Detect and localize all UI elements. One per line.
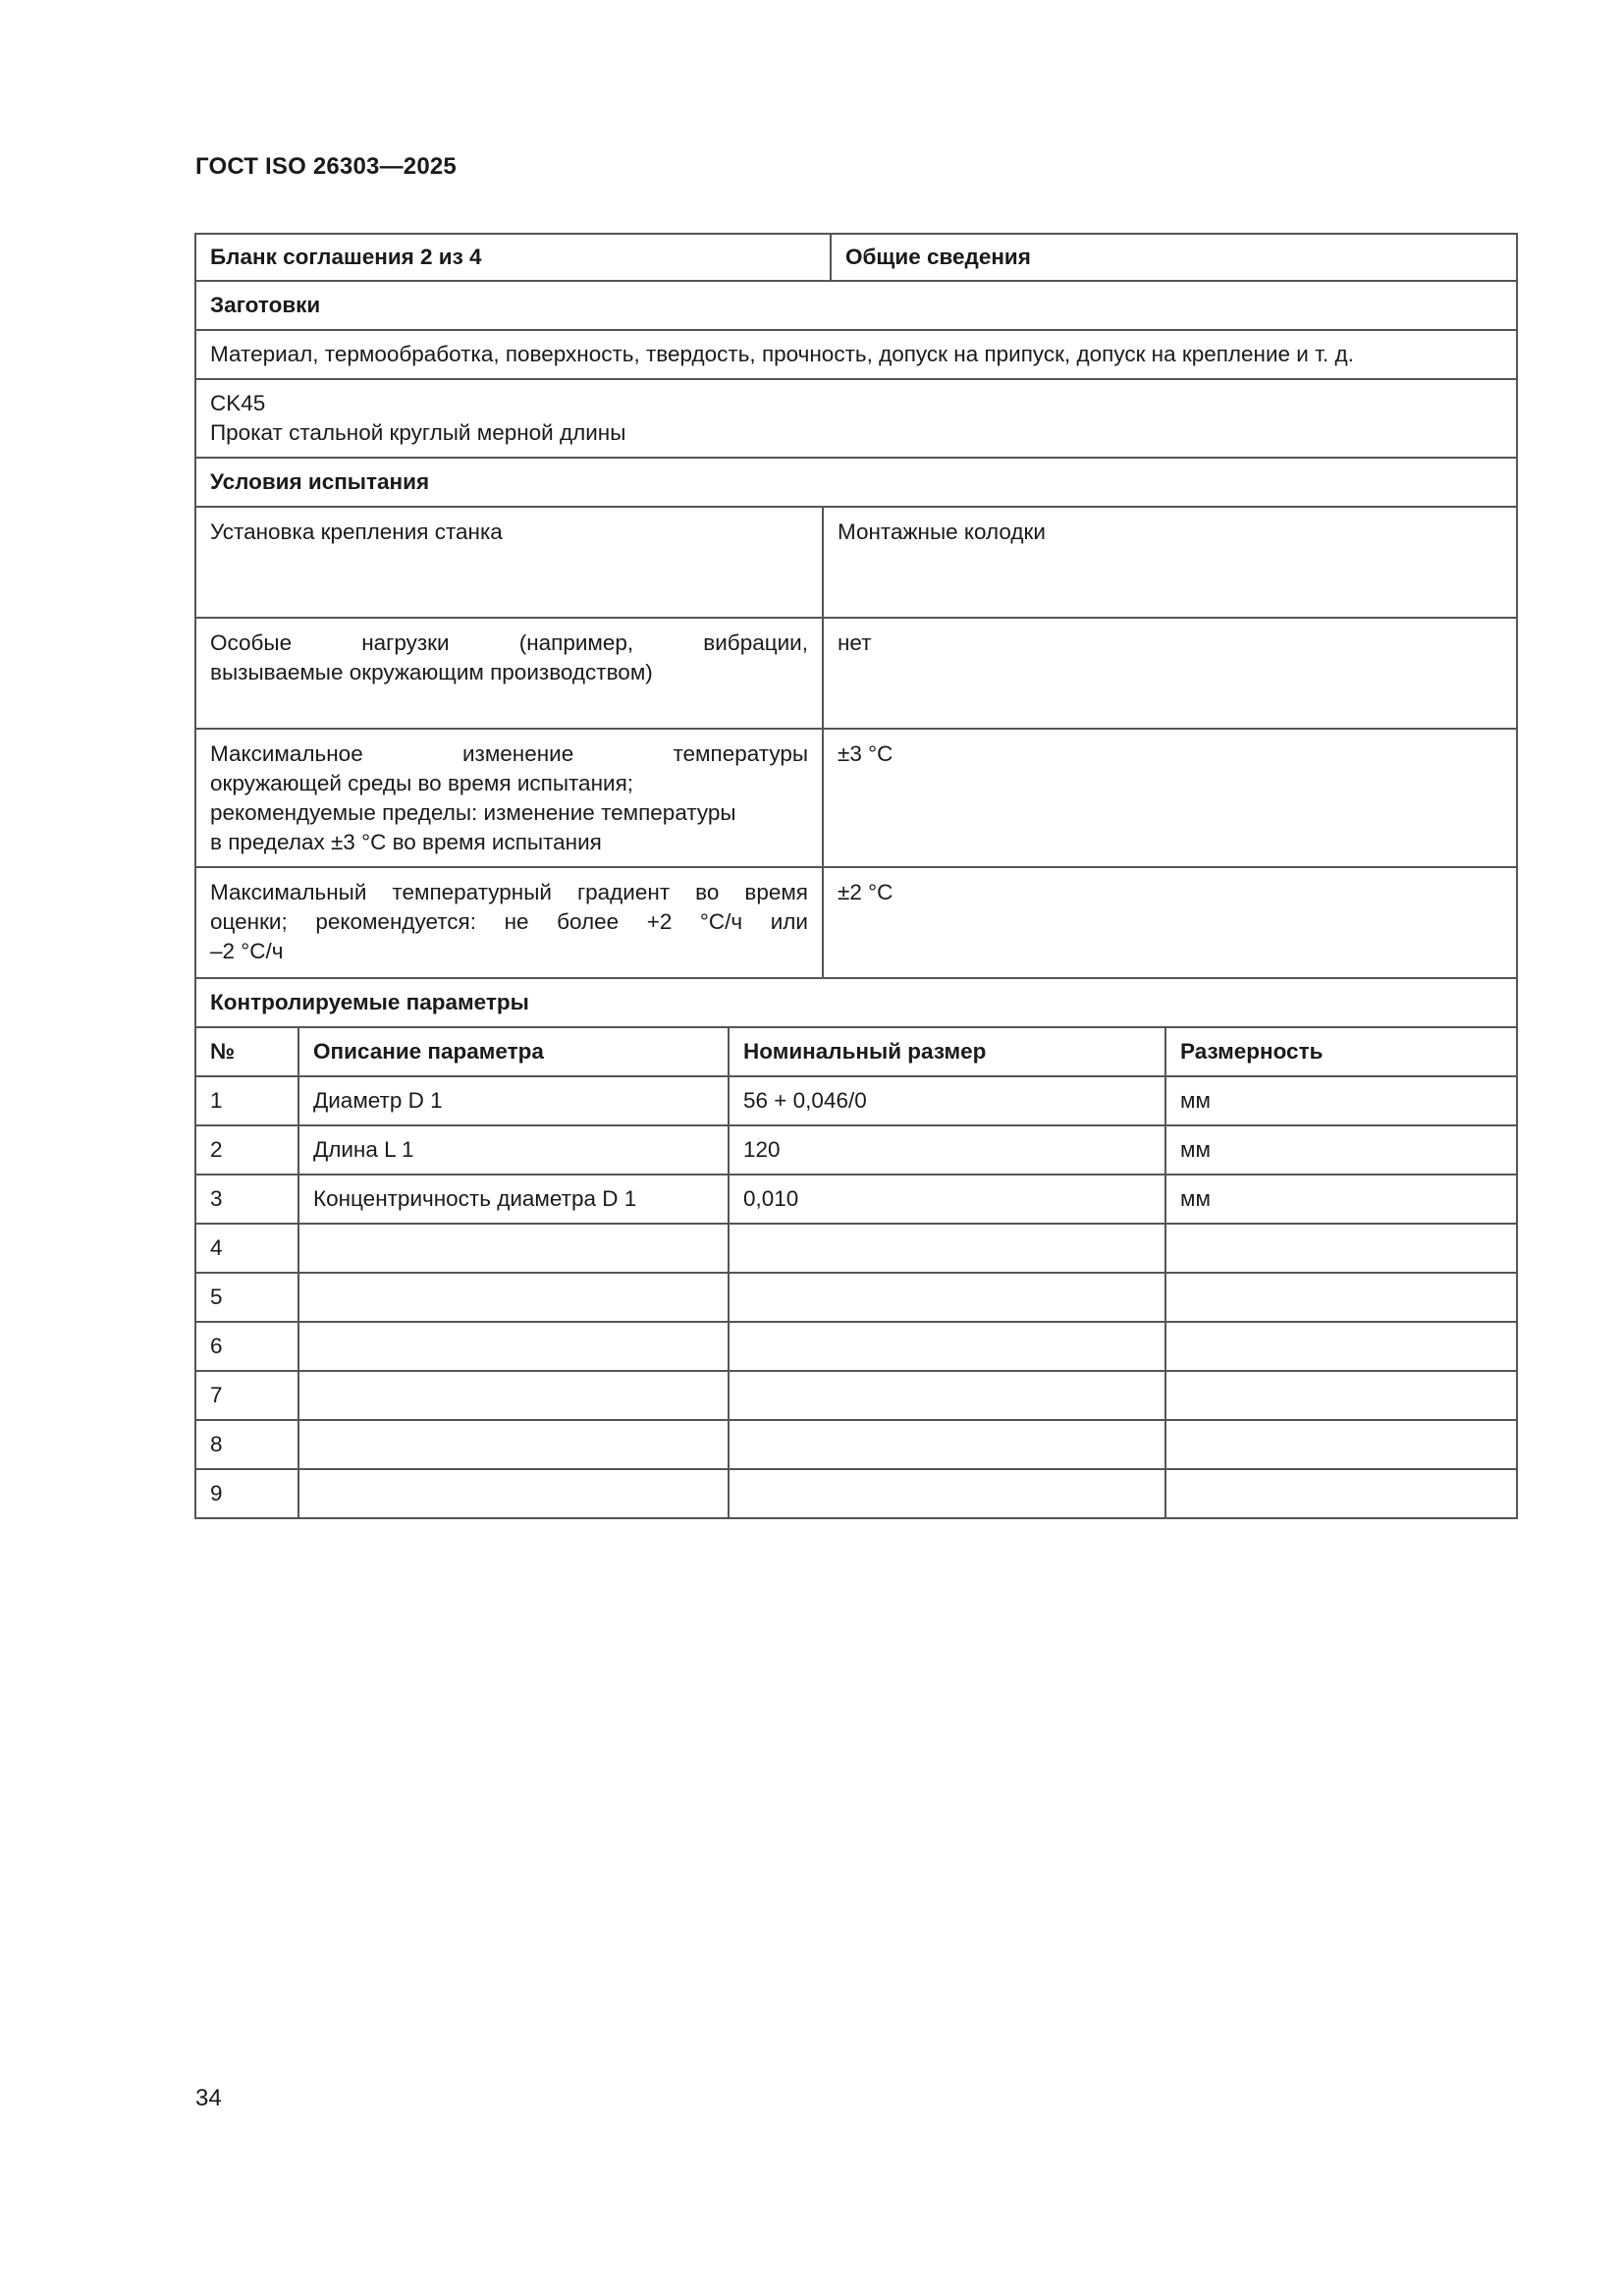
condition-label-line: оценки; рекомендуется: не более +2 °C/ч или (210, 909, 808, 934)
table-row (194, 1225, 1518, 1274)
param-number: 8 (210, 1432, 223, 1456)
table-row (194, 1421, 1518, 1470)
parameters-rows (194, 1077, 1518, 1519)
agreement-form-table (194, 233, 1518, 1519)
param-number: 2 (210, 1137, 223, 1162)
param-description (298, 1274, 728, 1321)
condition-row (194, 508, 1518, 619)
workpieces-heading-row (194, 282, 1518, 331)
form-title-left: Бланк соглашения 2 из 4 (210, 245, 482, 269)
param-description (298, 1372, 728, 1419)
param-nominal (728, 1225, 1164, 1272)
param-number: 4 (210, 1235, 223, 1260)
param-nominal: 120 (728, 1126, 1164, 1174)
param-nominal: 56 + 0,046/0 (728, 1077, 1164, 1124)
param-unit: мм (1164, 1077, 1516, 1124)
workpieces-value-row (194, 380, 1518, 459)
param-nominal (728, 1470, 1164, 1517)
param-description: Концентричность диаметра D 1 (298, 1175, 728, 1223)
condition-label-line: –2 °C/ч (210, 939, 284, 963)
param-nominal (728, 1421, 1164, 1468)
workpieces-value (196, 380, 1516, 457)
condition-label-line: Максимальный температурный градиент во время (210, 880, 808, 904)
param-description: Диаметр D 1 (298, 1077, 728, 1124)
table-row (194, 1126, 1518, 1175)
param-description (298, 1470, 728, 1517)
param-nominal (728, 1323, 1164, 1370)
parameters-heading: Контролируемые параметры (210, 990, 529, 1014)
param-number: 5 (210, 1285, 223, 1309)
condition-value: Монтажные колодки (822, 508, 1516, 617)
condition-value: ±3 °C (822, 730, 1516, 866)
param-nominal (728, 1372, 1164, 1419)
column-header-nominal: Номинальный размер (728, 1028, 1164, 1075)
condition-label (196, 868, 822, 977)
param-unit (1164, 1421, 1516, 1468)
param-unit (1164, 1323, 1516, 1370)
param-unit: мм (1164, 1175, 1516, 1223)
param-nominal: 0,010 (728, 1175, 1164, 1223)
table-row (194, 1274, 1518, 1323)
condition-label-line: в пределах ±3 °C во время испытания (210, 830, 602, 854)
condition-label-line: Установка крепления станка (210, 519, 503, 544)
condition-label (196, 619, 822, 728)
condition-label-line: рекомендуемые пределы: изменение температуры (210, 800, 736, 825)
table-row (194, 1323, 1518, 1372)
param-description (298, 1225, 728, 1272)
condition-value: нет (822, 619, 1516, 728)
workpieces-subheading: Материал, термообработка, поверхность, твердость, прочность, допуск на припуск, допуск на крепление и т. д. (210, 342, 1354, 366)
param-unit (1164, 1225, 1516, 1272)
param-description: Длина L 1 (298, 1126, 728, 1174)
condition-label-line: вызываемые окружающим производством) (210, 660, 653, 684)
column-header-unit: Размерность (1164, 1028, 1516, 1075)
param-nominal (728, 1274, 1164, 1321)
condition-label-line: Особые нагрузки (например, вибрации, (210, 630, 808, 655)
page-number: 34 (195, 2085, 222, 2111)
workpiece-material: CK45 (210, 391, 266, 415)
param-unit: мм (1164, 1126, 1516, 1174)
document-header: ГОСТ ISO 26303—2025 (195, 153, 457, 180)
condition-row (194, 619, 1518, 730)
condition-row (194, 730, 1518, 868)
workpieces-subheading-row (194, 331, 1518, 380)
table-row (194, 1470, 1518, 1519)
param-number: 1 (210, 1088, 223, 1113)
param-unit (1164, 1274, 1516, 1321)
condition-value: ±2 °C (822, 868, 1516, 977)
param-unit (1164, 1470, 1516, 1517)
workpieces-heading: Заготовки (210, 293, 321, 317)
param-number: 9 (210, 1481, 223, 1505)
param-description (298, 1421, 728, 1468)
form-title-row (194, 233, 1518, 282)
param-number: 3 (210, 1186, 223, 1211)
table-row (194, 1175, 1518, 1225)
condition-row (194, 868, 1518, 979)
parameters-heading-row (194, 979, 1518, 1028)
table-row (194, 1077, 1518, 1126)
column-header-number: № (210, 1039, 236, 1064)
condition-label (196, 730, 822, 866)
condition-label-line: окружающей среды во время испытания; (210, 771, 634, 795)
test-conditions-heading: Условия испытания (210, 469, 430, 494)
condition-label (196, 508, 822, 617)
form-title-right: Общие сведения (830, 235, 1516, 280)
param-unit (1164, 1372, 1516, 1419)
workpiece-description: Прокат стальной круглый мерной длины (210, 420, 626, 445)
param-number: 6 (210, 1334, 223, 1358)
param-number: 7 (210, 1383, 223, 1407)
condition-label-line: Максимальное изменение температуры (210, 741, 808, 766)
parameters-column-header-row (194, 1028, 1518, 1077)
column-header-description: Описание параметра (298, 1028, 728, 1075)
test-conditions-heading-row (194, 459, 1518, 508)
param-description (298, 1323, 728, 1370)
table-row (194, 1372, 1518, 1421)
